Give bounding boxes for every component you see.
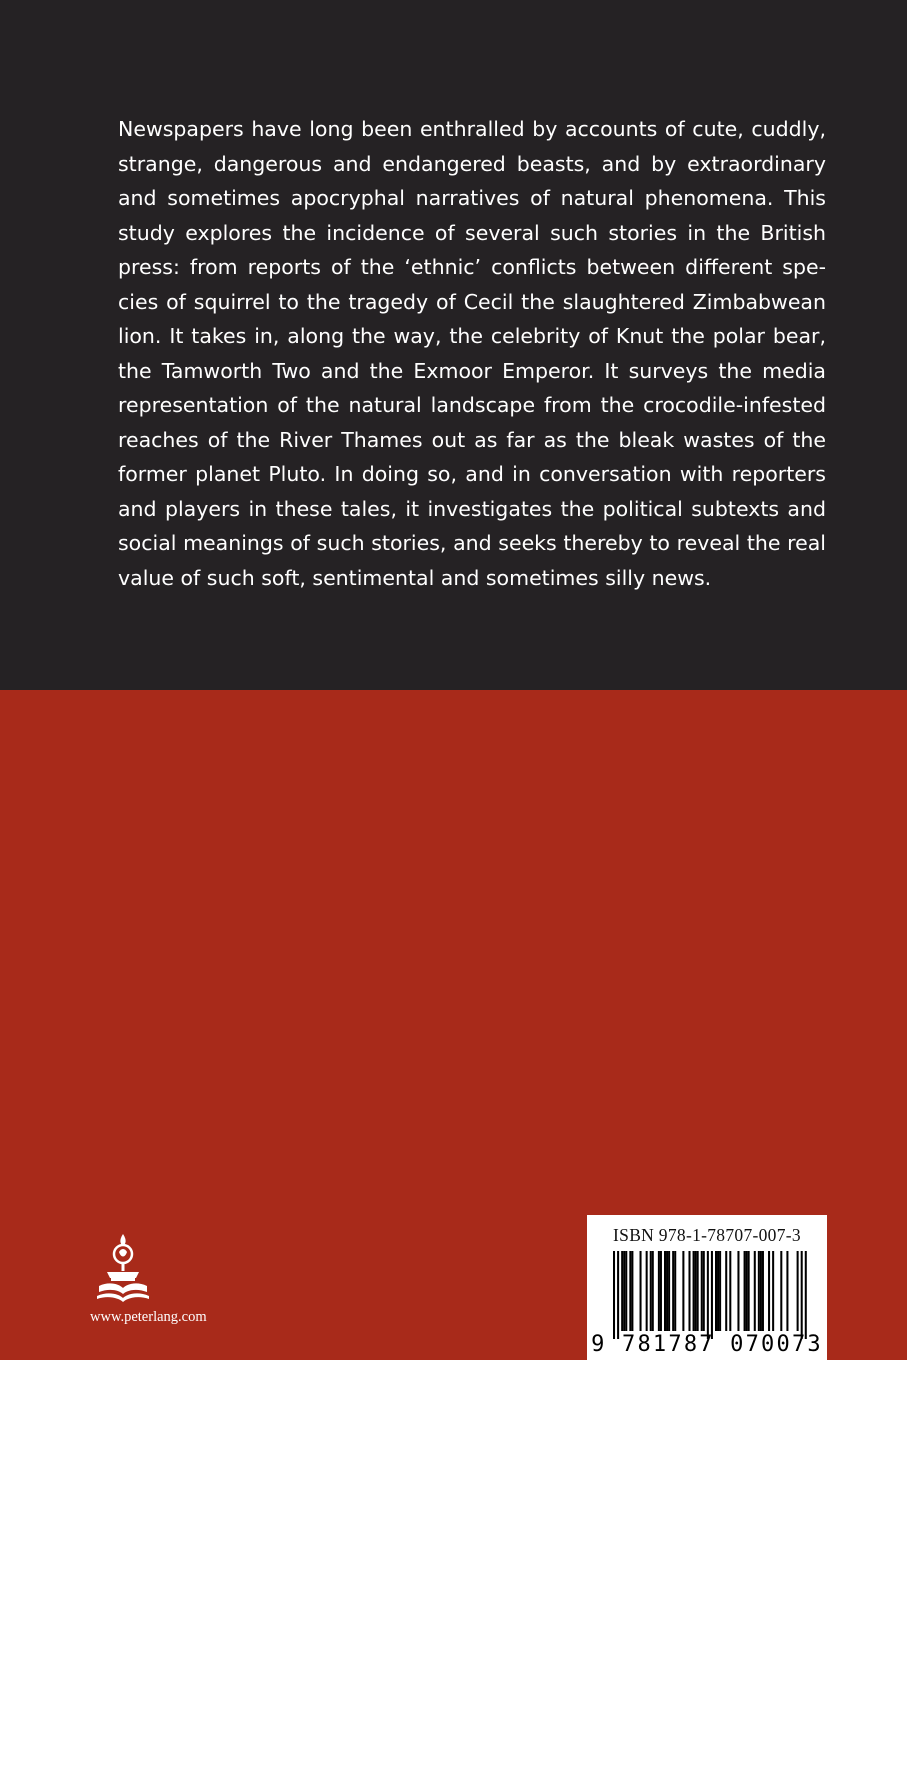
- bio-intro: Alec Charles is Head of Media at the University of Chester and co-convenor of the Political Studies Association’s Media & Politics Group. He has previously taught at universities in Japan, Eastern Europe, Cornwall and Luton, and has worked as a print journalist and made cultural documentaries for BBC Radio 3. He is the author of: [118, 1475, 826, 1672]
- barcode-bar: [660, 1251, 662, 1331]
- book-title-1: Interactivity: New Media, Politics & Society: [148, 1647, 611, 1672]
- barcode-bar: [780, 1251, 782, 1331]
- barcode-bar: [617, 1251, 619, 1339]
- barcode-bar: [631, 1251, 633, 1331]
- author-bio: Alec Charles is Head of Media at the University of Chester and co-convenor of the Political Studies Association’s Media & Politics Group. He has previously taught at universities in Japan, Eastern Europe, Cornwall and Luton, and has worked as a print journalist and made cultural documentaries for BBC Radio 3. He is the author of Interactivity: New Media, Politics & Society, Interactivity 2 and Out of Time: The Deaths & Resurrections of Doctor Who. He is co-editor of The End of Journalism and editor of Media in the Enlarged Europe, Media/Democracy and The End of Journalism 2.: [118, 1475, 827, 1775]
- barcode-bar: [682, 1251, 684, 1331]
- barcode-bar: [707, 1251, 709, 1339]
- barcode-bar: [629, 1251, 631, 1331]
- barcode-bar: [695, 1251, 697, 1331]
- barcode-bar: [621, 1251, 623, 1331]
- peter-lang-logo-icon: [93, 1232, 153, 1310]
- barcode: [599, 1251, 823, 1345]
- book-description: Newspapers have long been enthralled by accounts of cute, cuddly, strange, dangerous and endangered beasts, and by extraordinary and sometimes apocryphal narratives of natural phenomena. This study explores the incidence of several such stories in the British press: from reports of the ‘ethnic’ conflicts between different species of squirrel to the tragedy of Cecil the slaughtered Zimbabwean lion. It takes in, along the way, the celebrity of Knut the polar bear, the Tamworth Two and the Exmoor Emperor. It surveys the media representation of the natural landscape from the crocodile-infested reaches of the River Thames out as far as the bleak wastes of the former planet Pluto. In doing so, and in conversation with reporters and players in these tales, it investigates the political subtexts and social meanings of such stories, and seeks thereby to reveal the real value of such soft, sentimental and sometimes silly news.: [118, 117, 826, 590]
- barcode-bar: [693, 1251, 695, 1331]
- barcode-bar: [805, 1251, 807, 1339]
- barcode-bar: [748, 1251, 750, 1331]
- barcode-bar: [703, 1251, 705, 1331]
- barcode-bar: [672, 1251, 674, 1331]
- barcode-bar: [737, 1251, 739, 1331]
- book-title-3: Out of Time: The Deaths & Resurrections of Doctor Who: [118, 1682, 717, 1706]
- barcode-bar: [674, 1251, 676, 1331]
- barcode-bar: [668, 1251, 670, 1331]
- barcode-bar: [715, 1251, 717, 1331]
- barcode-bar: [729, 1251, 731, 1331]
- barcode-bar: [760, 1251, 762, 1331]
- barcode-bar: [754, 1251, 756, 1331]
- barcode-bar: [650, 1251, 652, 1331]
- barcode-bar: [652, 1251, 654, 1331]
- book-title-6: Media/Democracy: [203, 1751, 389, 1775]
- barcode-bar: [666, 1251, 668, 1331]
- barcode-bar: [646, 1251, 648, 1331]
- book-title-2: Interactivity 2: [628, 1647, 777, 1672]
- book-title-5: Media in the Enlarged Europe: [118, 1716, 826, 1775]
- blurb-panel: [0, 0, 907, 690]
- barcode-bar: [625, 1251, 627, 1331]
- barcode-bar: [768, 1251, 770, 1331]
- barcode-bar: [762, 1251, 764, 1331]
- barcode-bar: [701, 1251, 703, 1331]
- barcode-bar: [801, 1251, 803, 1339]
- publisher-website: www.peterlang.com: [90, 1309, 207, 1325]
- barcode-bar: [640, 1251, 642, 1331]
- barcode-bar: [658, 1251, 660, 1331]
- barcode-bar: [688, 1251, 690, 1331]
- barcode-bar: [664, 1251, 666, 1331]
- barcode-bar: [758, 1251, 760, 1331]
- barcode-digits: 9 781787 070073: [591, 1332, 823, 1357]
- barcode-bar: [797, 1251, 799, 1331]
- barcode-bar: [786, 1251, 788, 1331]
- barcode-bar: [711, 1251, 713, 1339]
- barcode-bar: [719, 1251, 721, 1331]
- barcode-bar: [725, 1251, 727, 1331]
- barcode-bar: [717, 1251, 719, 1331]
- barcode-bar: [623, 1251, 625, 1331]
- isbn-barcode-box: [587, 1215, 827, 1360]
- book-title-7: The End of Journalism 2: [440, 1751, 684, 1775]
- barcode-bar: [746, 1251, 748, 1331]
- barcode-bar: [744, 1251, 746, 1331]
- barcode-bar: [697, 1251, 699, 1331]
- barcode-bar: [772, 1251, 774, 1331]
- book-title-4: The End of Journalism: [214, 1716, 445, 1741]
- isbn-label: ISBN 978-1-78707-007-3: [613, 1225, 801, 1245]
- barcode-bar: [613, 1251, 615, 1339]
